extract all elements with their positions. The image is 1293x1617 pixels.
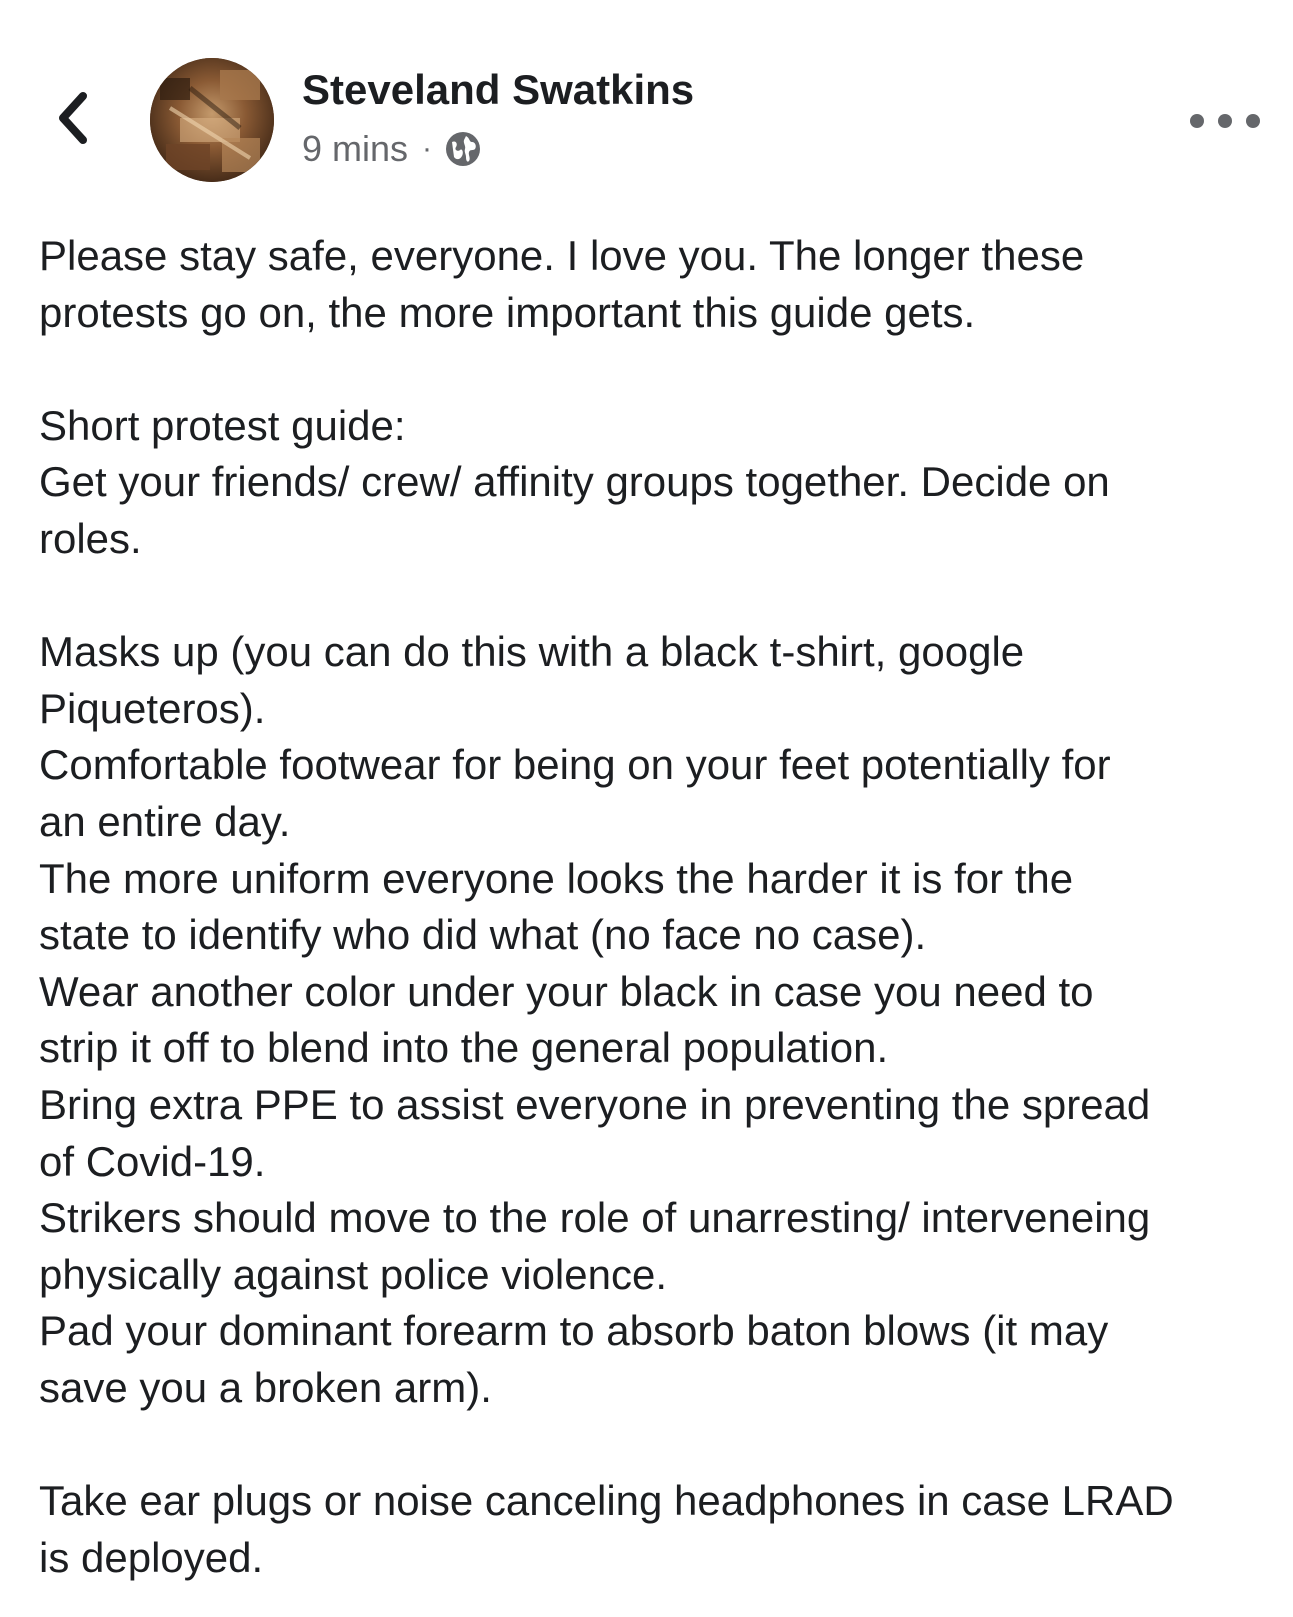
paragraph-gap bbox=[39, 1416, 1271, 1473]
post-line: Comfortable footwear for being on your feet potentially for bbox=[39, 741, 1111, 789]
post-line: of Covid-19. bbox=[39, 1137, 266, 1185]
post-line: Short protest guide: bbox=[39, 401, 406, 449]
back-button[interactable] bbox=[44, 84, 100, 152]
post-meta bbox=[302, 128, 482, 170]
back-chevron-icon bbox=[55, 91, 89, 145]
post-line: is deployed. bbox=[39, 1533, 264, 1581]
more-dot-icon bbox=[1190, 114, 1204, 128]
post-line: Take ear plugs or noise canceling headphones in case LRAD bbox=[39, 1477, 1174, 1525]
author-name[interactable]: Steveland Swatkins bbox=[302, 66, 695, 113]
more-dot-icon bbox=[1246, 114, 1260, 128]
post-line: Wear another color under your black in case you need to bbox=[39, 967, 1094, 1015]
post-timestamp[interactable]: 9 mins bbox=[302, 128, 409, 169]
post-line: an entire day. bbox=[39, 797, 291, 845]
post-line: save you a broken arm). bbox=[39, 1363, 492, 1411]
paragraph-gap bbox=[39, 568, 1271, 625]
meta-separator: · bbox=[422, 132, 433, 165]
avatar[interactable] bbox=[150, 58, 274, 182]
post-line: strip it off to blend into the general population. bbox=[39, 1024, 889, 1072]
post-line: Piqueteros). bbox=[39, 684, 266, 732]
post-line: Masks up (you can do this with a black t-shirt, google bbox=[39, 628, 1025, 676]
more-options-button[interactable] bbox=[1190, 104, 1260, 138]
post-line: Pad your dominant forearm to absorb baton blows (it may bbox=[39, 1307, 1109, 1355]
paragraph-gap bbox=[39, 341, 1271, 398]
post-body bbox=[39, 228, 1271, 1586]
post-line: physically against police violence. bbox=[39, 1250, 668, 1298]
post-line: protests go on, the more important this guide gets. bbox=[39, 288, 976, 336]
post-line: Strikers should move to the role of unarresting/ interveneing bbox=[39, 1194, 1151, 1242]
globe-icon[interactable] bbox=[444, 130, 482, 168]
post-line: Get your friends/ crew/ affinity groups together. Decide on bbox=[39, 458, 1110, 506]
post-header bbox=[0, 0, 1293, 220]
post-line: roles. bbox=[39, 514, 142, 562]
post-line: state to identify who did what (no face no case). bbox=[39, 911, 927, 959]
post-line: Please stay safe, everyone. I love you. The longer these bbox=[39, 232, 1085, 279]
post-line: The more uniform everyone looks the harder it is for the bbox=[39, 854, 1074, 902]
more-dot-icon bbox=[1218, 114, 1232, 128]
post-line: Bring extra PPE to assist everyone in preventing the spread bbox=[39, 1080, 1151, 1128]
